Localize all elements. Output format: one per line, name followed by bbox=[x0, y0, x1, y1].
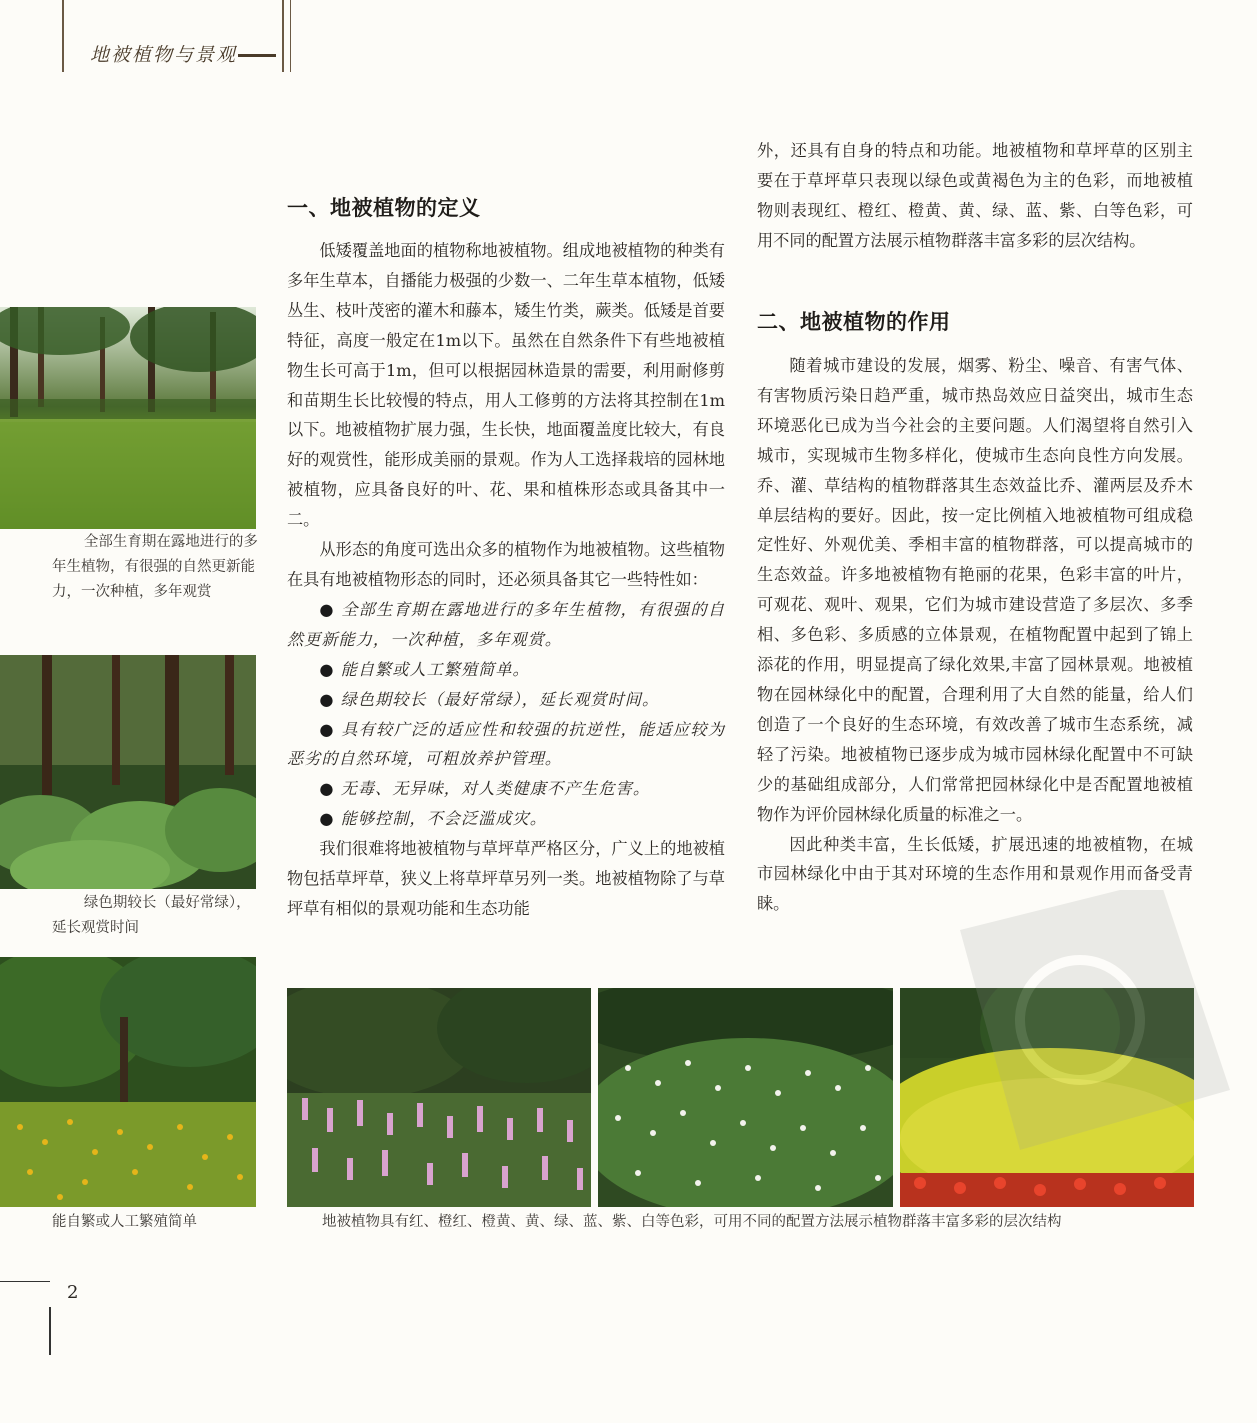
section1-para1: 低矮覆盖地面的植物称地被植物。组成地被植物的种类有多年生草本，自播能力极强的少数一、二年生草本植物，低矮丛生、枝叶茂密的灌木和藤本，矮生竹类，蕨类。低矮是首要特征，高度一般定在1m以下。虽然在自然条件下有些地被植物生长可高于1m，但可以根据园林造景的需要，利用耐修剪和苗期生长比较慢的特点，用人工修剪的方法将其控制在1m以下。地被植物扩展力强，生长快，地面覆盖度比较大，有良好的观赏性，能形成美丽的景观。作为人工选择栽培的园林地被植物，应具备良好的叶、花、果和植株形态或具备其中一二。 bbox=[287, 241, 725, 530]
header-rule-left bbox=[62, 0, 64, 72]
header-rule-right bbox=[282, 0, 284, 72]
photo-yellow-flowers-field bbox=[0, 957, 256, 1207]
section2-heading: 二、地被植物的作用 bbox=[757, 309, 951, 334]
bullet-item bbox=[287, 774, 725, 804]
bullet-dot-icon: ● bbox=[319, 689, 335, 709]
bullet-item bbox=[287, 804, 725, 834]
bullet-text: 无毒、无异味，对人类健康不产生危害。 bbox=[340, 779, 651, 799]
bullet-text: 全部生育期在露地进行的多年生植物，有很强的自然更新能力，一次种植，多年观赏。 bbox=[287, 599, 726, 649]
bullet-text: 能自繁或人工繁殖简单。 bbox=[340, 659, 530, 679]
caption-left-2: 绿色期较长（最好常绿），延长观赏时间 bbox=[52, 895, 251, 936]
page-number: 2 bbox=[67, 1282, 79, 1303]
photo-white-flowers bbox=[598, 988, 893, 1207]
photo-yellow-red-flowers bbox=[900, 988, 1194, 1207]
bullet-text: 绿色期较长（最好常绿），延长观赏时间。 bbox=[340, 689, 660, 709]
section2-para1: 随着城市建设的发展，烟雾、粉尘、噪音、有害气体、有害物质污染日趋严重，城市热岛效应日益突出，城市生态环境恶化已成为当今社会的主要问题。人们渴望将自然引入城市，实现城市生物多样化，使城市生态向良性方向发展。乔、灌、草结构的植物群落其生态效益比乔、灌两层及乔木单层结构的要好。因此，按一定比例植入地被植物可组成稳定性好、外观优美、季相丰富的植物群落，可以提高城市的生态效益。许多地被植物有艳丽的花果，色彩丰富的叶片，可观花、观叶、观果，它们为城市建设营造了多层次、多季相、多色彩、多质感的立体景观，在植物配置中起到了锦上添花的作用，明显提高了绿化效果,丰富了园林景观。地被植物在园林绿化中的配置，合理利用了大自然的能量，给人们创造了一个良好的生态环境，有效改善了城市生态系统，减轻了污染。地被植物已逐步成为城市园林绿化配置中不可缺少的基础组成部分，人们常常把园林绿化中是否配置地被植物作为评价园林绿化质量的标准之一。 bbox=[757, 356, 1193, 824]
bullet-item bbox=[287, 715, 725, 775]
caption-bottom: 地被植物具有红、橙红、橙黄、黄、绿、蓝、紫、白等色彩，可用不同的配置方法展示植物群落丰富多彩的层次结构 bbox=[322, 1214, 1062, 1230]
bullet-dot-icon: ● bbox=[319, 809, 335, 829]
bullet-dot-icon: ● bbox=[319, 599, 335, 619]
section2-para2: 因此种类丰富，生长低矮，扩展迅速的地被植物，在城市园林绿化中由于其对环境的生态作用和景观作用而备受青睐。 bbox=[757, 834, 1193, 914]
header-title: 地被植物与景观 bbox=[90, 44, 238, 66]
bullet-dot-icon: ● bbox=[319, 719, 335, 739]
section1-para3: 我们很难将地被植物与草坪草严格区分，广义上的地被植物包括草坪草，狭义上将草坪草另列一类。地被植物除了与草坪草有相似的景观功能和生态功能 bbox=[287, 839, 725, 918]
bullet-dot-icon: ● bbox=[319, 659, 335, 679]
bullet-item bbox=[287, 655, 725, 685]
section1-heading: 一、地被植物的定义 bbox=[287, 195, 481, 220]
photo-forest-groundcover bbox=[0, 655, 256, 889]
photo-pink-flowers bbox=[287, 988, 591, 1207]
header-dash bbox=[238, 54, 276, 57]
footer-rule-horizontal bbox=[0, 1281, 50, 1282]
bullet-dot-icon: ● bbox=[319, 779, 335, 799]
section1-body bbox=[287, 236, 725, 924]
bullet-item bbox=[287, 685, 725, 715]
section1-para2: 从形态的角度可选出众多的植物作为地被植物。这些植物在具有地被植物形态的同时，还必须具备其它一些特性如： bbox=[287, 540, 725, 589]
bullet-text: 能够控制，不会泛滥成灾。 bbox=[340, 809, 547, 829]
header-rule-right-thin bbox=[290, 0, 291, 72]
footer-rule-vertical bbox=[49, 1307, 51, 1355]
photo-meadow-trees bbox=[0, 307, 256, 529]
caption-left-3: 能自繁或人工繁殖简单 bbox=[52, 1214, 197, 1230]
right-continuation: 外，还具有自身的特点和功能。地被植物和草坪草的区别主要在于草坪草只表现以绿色或黄褐色为主的色彩，而地被植物则表现红、橙红、橙黄、黄、绿、蓝、紫、白等色彩，可用不同的配置方法展示植物群落丰富多彩的层次结构。 bbox=[757, 141, 1193, 250]
caption-left-1: 全部生育期在露地进行的多年生植物，有很强的自然更新能力，一次种植，多年观赏 bbox=[52, 534, 258, 600]
section2-body bbox=[757, 351, 1193, 919]
bullet-item bbox=[287, 595, 725, 655]
bullet-text: 具有较广泛的适应性和较强的抗逆性，能适应较为恶劣的自然环境，可粗放养护管理。 bbox=[287, 719, 726, 769]
